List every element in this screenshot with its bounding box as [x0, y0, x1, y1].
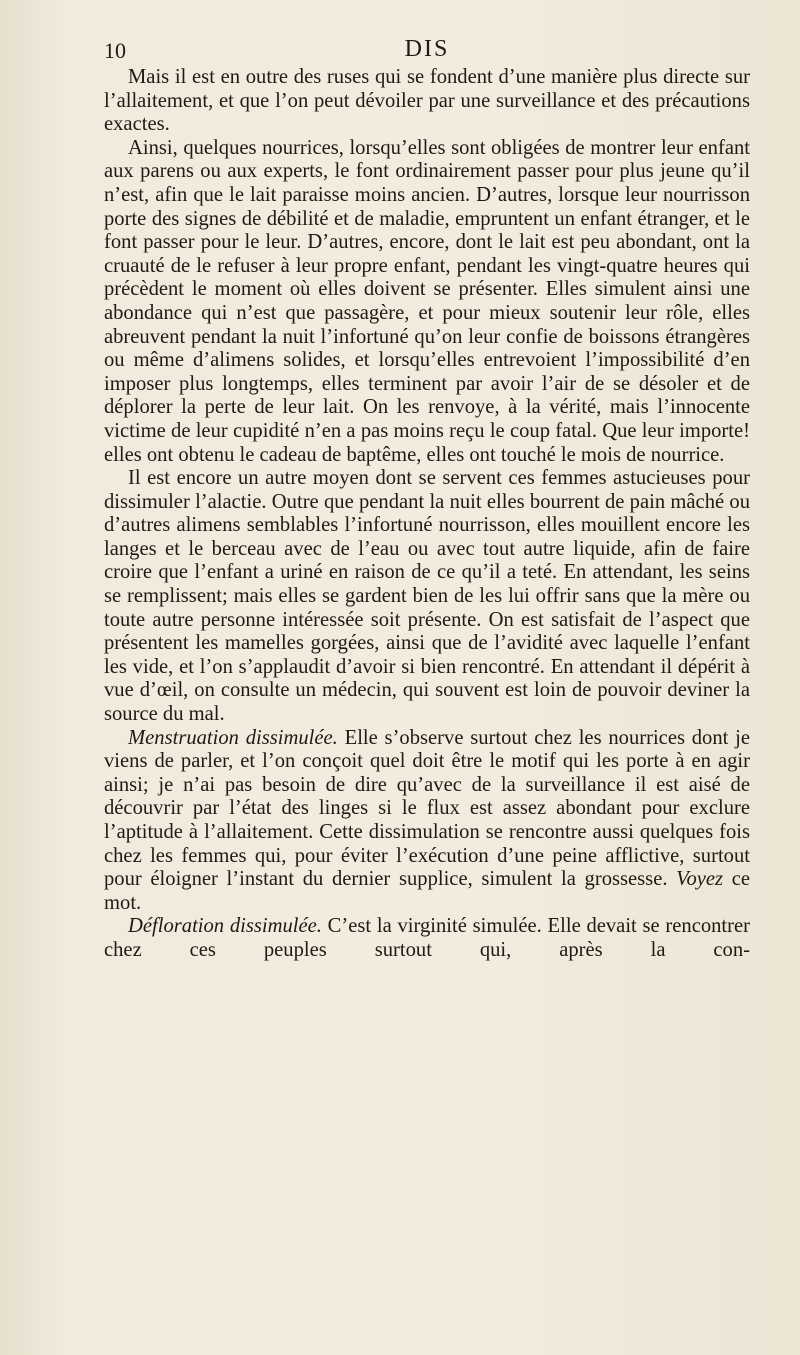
term-defloration: Défloration dissimulée.	[128, 915, 322, 938]
running-head: DIS	[404, 36, 450, 62]
menstruation-text: Elle s’observe surtout chez les nourrices dont je viens de parler, et l’on conçoit quel doit être le motif qui les porte à en agir ainsi; je n’ai pas besoin de dire qu’avec de la surveillance il est aisé de découvrir par l’état des linges si le flux est assez abondant pour exclure l’aptitude à l’allaitement. Cette dissimulation se rencontre aussi quelques fois chez les femmes qui, pour éviter l’exécution d’une peine afflictive, surtout pour éloigner l’instant du dernier supplice, simulent la grossesse.	[104, 726, 750, 891]
term-menstruation: Menstruation dissimulée.	[128, 726, 338, 749]
paragraph-ruses: Mais il est en outre des ruses qui se fondent d’une manière plus directe sur l’allaitement, et que l’on peut dévoiler par une surveillance et des précautions exactes.	[104, 66, 750, 136]
page-header	[104, 36, 750, 66]
paragraph-defloration	[104, 915, 750, 962]
see-reference: Voyez	[676, 868, 724, 891]
page-number: 10	[104, 38, 126, 63]
paragraph-ainsi: Ainsi, quelques nourrices, lorsqu’elles sont obligées de montrer leur enfant aux parens ou aux experts, le font ordinairement passer pour plus jeune qu’il n’est, afin que le lait paraisse moins ancien. D’autres, lorsque leur nourrisson porte des signes de débilité et de maladie, empruntent un enfant étranger, et le font passer pour le leur. D’autres, encore, dont le lait est peu abondant, ont la cruauté de le refuser à leur propre enfant, pendant les vingt-quatre heures qui précèdent le moment où elles doivent se présenter. Elles simulent ainsi une abondance qui n’est que passagère, et pour mieux soutenir leur rôle, elles abreuvent pendant la nuit l’infortuné qu’on leur confie de boissons étrangères ou même d’alimens solides, et lorsqu’elles entrevoient l’impossibilité d’en imposer plus longtemps, elles terminent par avoir l’air de se désoler et de déplorer la perte de leur lait. On les renvoye, à la vérité, mais l’innocente victime de leur cupidité n’en a pas moins reçu le coup fatal. Que leur importe! elles ont obtenu le cadeau de baptême, elles ont touché le mois de nourrice.	[104, 136, 750, 466]
defloration-text: C’est la virginité simulée. Elle devait se rencontrer chez ces peuples surtout qui, après la con-	[104, 915, 751, 961]
paragraph-menstruation	[104, 727, 750, 916]
paragraph-alactie: Il est encore un autre moyen dont se servent ces femmes astucieuses pour dissimuler l’alactie. Outre que pendant la nuit elles bourrent de pain mâché ou d’autres alimens semblables l’infortuné nourrisson, elles mouillent encore les langes et le berceau avec de l’eau ou avec tout autre liquide, afin de faire croire que l’enfant a uriné en raison de ce qu’il a teté. En attendant, les seins se remplissent; mais elles se gardent bien de les lui offrir sans que la mère ou toute autre personne intéressée soit présente. On est satisfait de l’aspect que présentent les mamelles gorgées, ainsi que de l’avidité avec laquelle l’enfant les vide, et l’on s’applaudit d’avoir si bien rencontré. En attendant il dépérit à vue d’œil, on consulte un médecin, qui souvent est loin de pouvoir deviner la source du mal.	[104, 467, 750, 726]
see-reference-rest: ce mot.	[104, 868, 750, 914]
text-body	[104, 66, 750, 963]
